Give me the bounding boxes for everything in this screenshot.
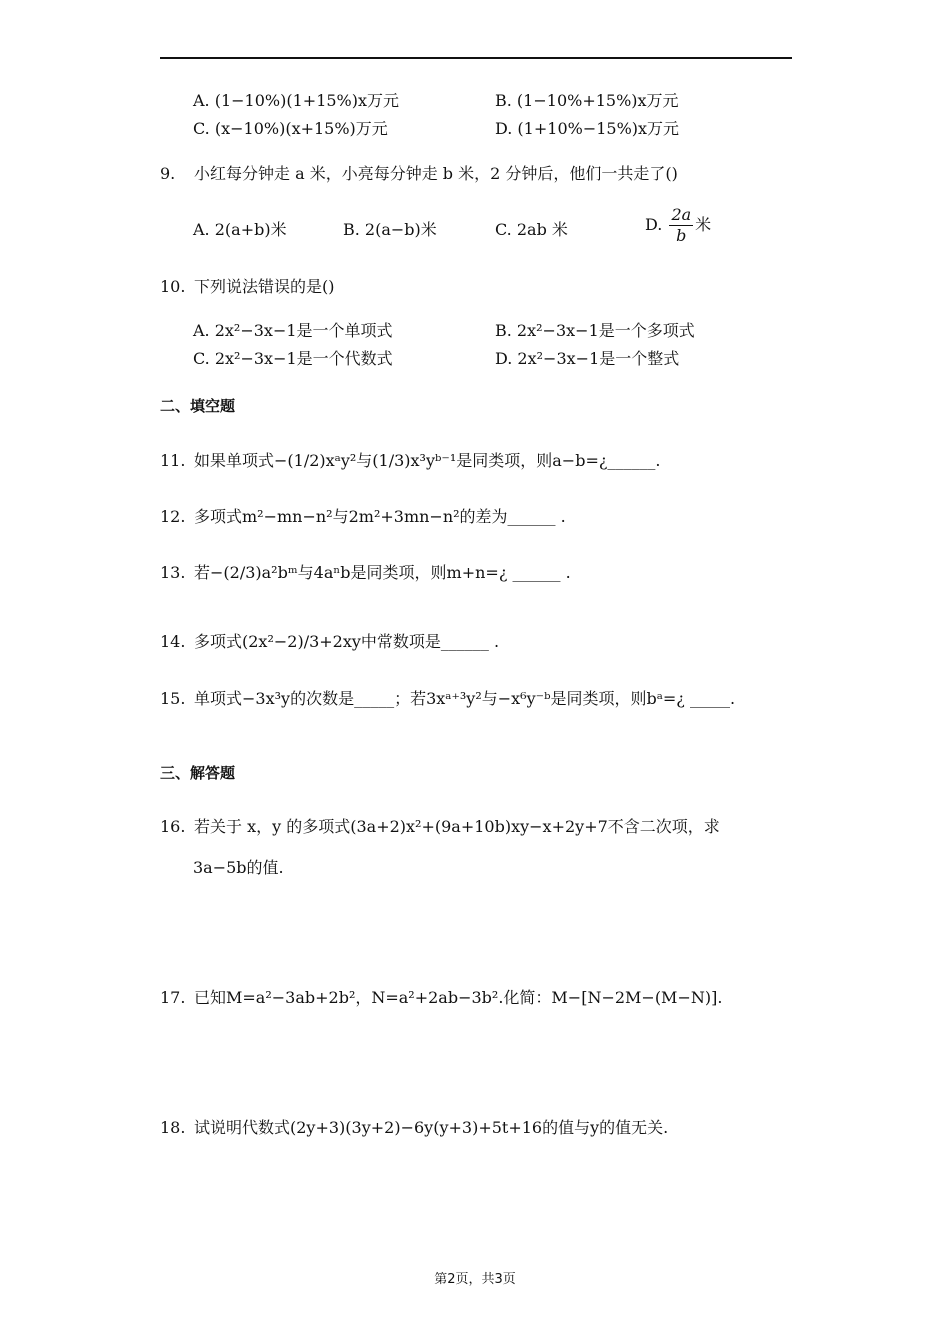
q10-option-b-text: B. 2x²−3x−1是一个多项式 <box>495 321 695 340</box>
q9-option-a-text: A. 2(a+b)米 <box>193 220 287 239</box>
top-rule <box>160 57 792 59</box>
fraction-numerator: 2a <box>671 205 692 224</box>
q10-text: 下列说法错误的是() <box>194 277 335 296</box>
q11 <box>160 450 661 472</box>
q16-text-line1: 若关于 x，y 的多项式(3a+2)x²+(9a+10b)xy−x+2y+7不含二次项，求 <box>194 817 720 836</box>
question-number: 17. <box>160 988 186 1007</box>
q17-text: 已知M=a²−3ab+2b²，N=a²+2ab−3b².化简：M−[N−2M−(M−N)]. <box>194 988 723 1007</box>
q16 <box>160 816 720 838</box>
q8-option-d <box>495 118 679 140</box>
q10-option-a-text: A. 2x²−3x−1是一个单项式 <box>193 321 393 340</box>
q8-option-b <box>495 90 679 112</box>
question-number: 11. <box>160 451 186 470</box>
q9-option-d-unit: 米 <box>695 215 712 234</box>
q10-option-a <box>193 320 393 342</box>
q10-option-b <box>495 320 695 342</box>
q9-option-a <box>193 219 287 241</box>
q9-option-c-text: C. 2ab 米 <box>495 220 568 239</box>
q16-text-line2: 3a−5b的值. <box>193 858 284 877</box>
question-number: 13. <box>160 563 186 582</box>
q13-text: 若−(2/3)a²bᵐ与4aⁿb是同类项，则m+n=¿ ______ . <box>194 563 571 582</box>
section-heading-fill-in: 二、填空题 <box>160 397 236 415</box>
q18 <box>160 1117 668 1139</box>
q9-option-d-fraction <box>669 207 693 244</box>
q10-stem <box>160 276 335 298</box>
q16-continuation <box>193 857 284 879</box>
q9-option-d-label: D. <box>645 215 663 234</box>
q8-option-a-text: A. (1−10%)(1+15%)x万元 <box>193 91 400 110</box>
q17 <box>160 987 722 1009</box>
q8-option-d-text: D. (1+10%−15%)x万元 <box>495 119 680 138</box>
q15 <box>160 688 735 710</box>
q9-option-d <box>645 207 711 244</box>
q11-text: 如果单项式−(1/2)xᵃy²与(1/3)x³yᵇ⁻¹是同类项，则a−b=¿______. <box>194 451 661 470</box>
fraction-denominator: b <box>676 226 687 245</box>
q15-text: 单项式−3x³y的次数是_____；若3xᵃ⁺³y²与−x⁶y⁻ᵇ是同类项，则bᵃ=¿ _____. <box>194 689 736 708</box>
q10-option-c-text: C. 2x²−3x−1是一个代数式 <box>193 349 393 368</box>
q9-text: 小红每分钟走 a 米，小亮每分钟走 b 米，2 分钟后，他们一共走了() <box>194 164 678 183</box>
q10-option-d <box>495 348 679 370</box>
page-footer: 第2页，共3页 <box>434 1272 516 1287</box>
q13 <box>160 562 571 584</box>
question-number: 14. <box>160 632 186 651</box>
q9-option-c <box>495 219 568 241</box>
q8-option-a <box>193 90 399 112</box>
question-number: 9. <box>160 164 176 183</box>
question-number: 10. <box>160 277 186 296</box>
q9-stem <box>160 163 678 185</box>
q10-option-c <box>193 348 393 370</box>
q12-text: 多项式m²−mn−n²与2m²+3mn−n²的差为______ . <box>194 507 566 526</box>
q10-option-d-text: D. 2x²−3x−1是一个整式 <box>495 349 680 368</box>
q8-option-c-text: C. (x−10%)(x+15%)万元 <box>193 119 388 138</box>
q14 <box>160 631 499 653</box>
q9-option-b <box>343 219 437 241</box>
q9-option-b-text: B. 2(a−b)米 <box>343 220 437 239</box>
question-number: 15. <box>160 689 186 708</box>
section-heading-answer: 三、解答题 <box>160 764 236 782</box>
q8-option-b-text: B. (1−10%+15%)x万元 <box>495 91 679 110</box>
question-number: 16. <box>160 817 186 836</box>
q12 <box>160 506 566 528</box>
q18-text: 试说明代数式(2y+3)(3y+2)−6y(y+3)+5t+16的值与y的值无关. <box>194 1118 669 1137</box>
q8-option-c <box>193 118 388 140</box>
question-number: 12. <box>160 507 186 526</box>
q14-text: 多项式(2x²−2)/3+2xy中常数项是______ . <box>194 632 500 651</box>
question-number: 18. <box>160 1118 186 1137</box>
